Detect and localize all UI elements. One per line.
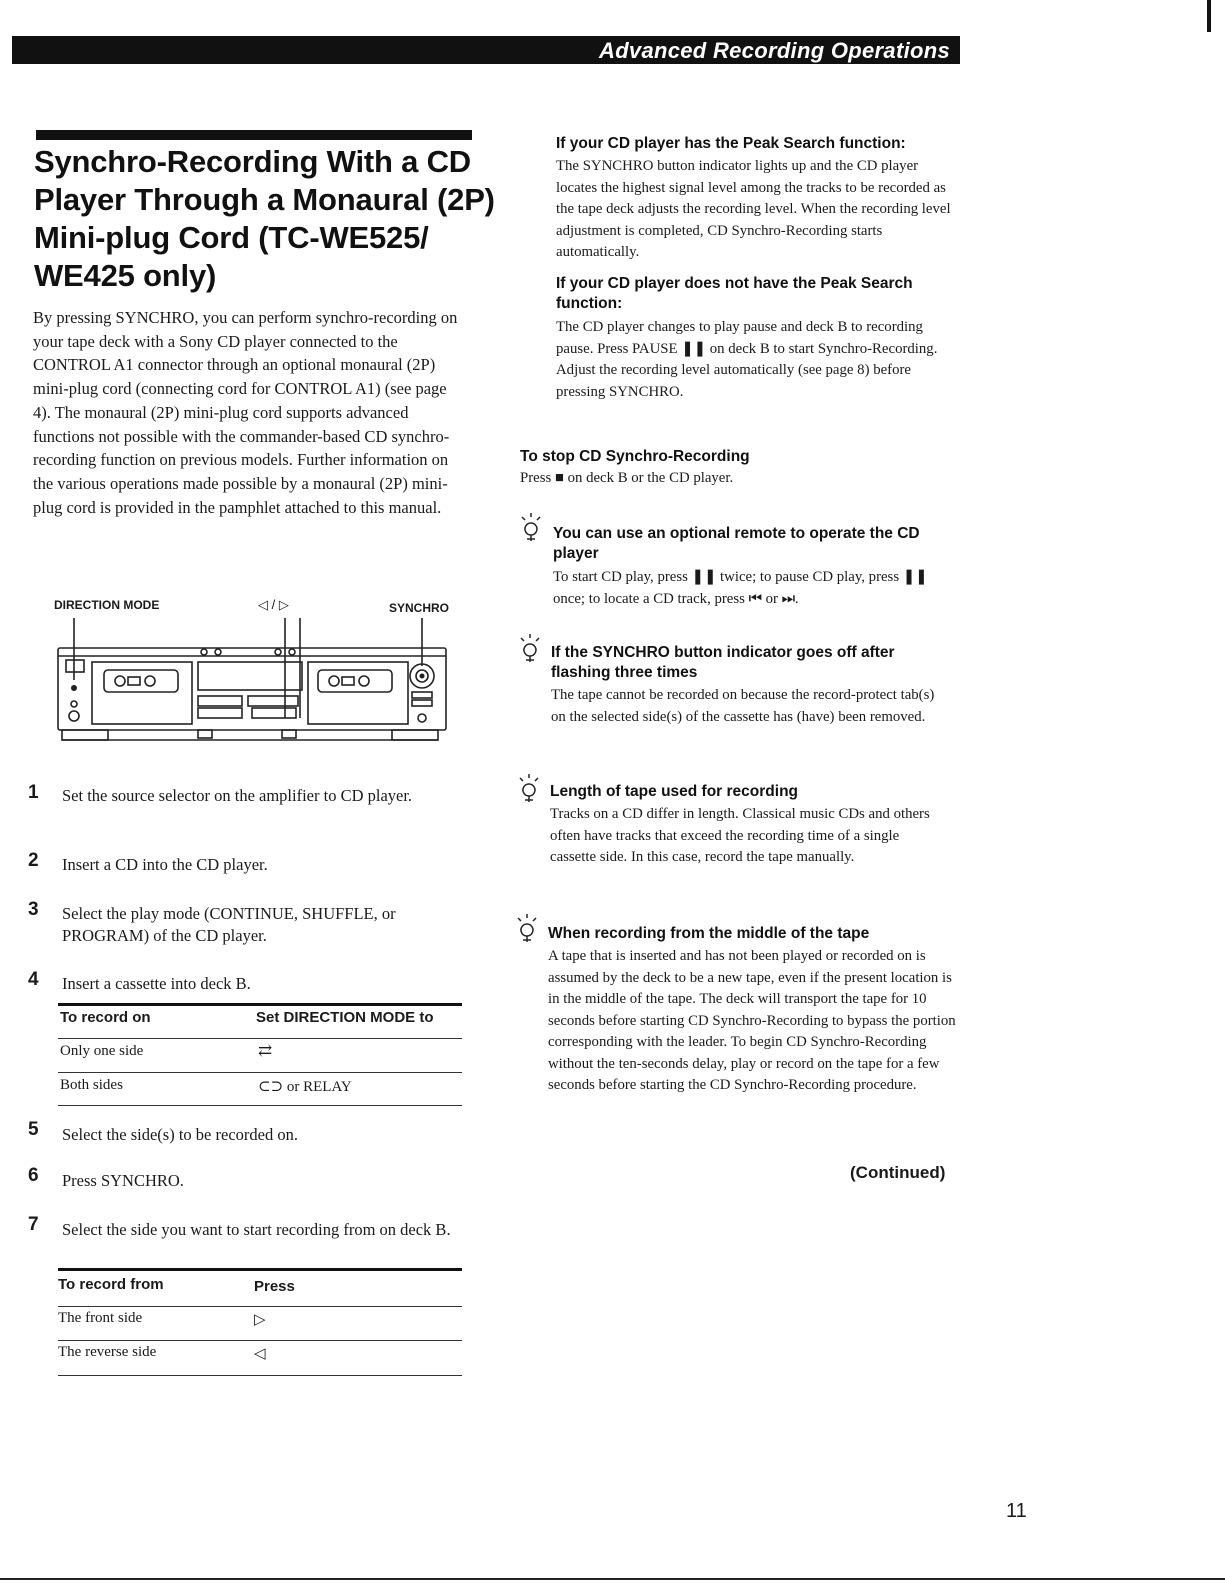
title-rule: [36, 130, 472, 140]
table-cell: ◁: [254, 1346, 266, 1362]
table-cell: The reverse side: [58, 1344, 157, 1360]
step-number: 3: [28, 899, 39, 920]
table-cell: Only one side: [60, 1043, 144, 1059]
tip-text: The tape cannot be recorded on because the record-protect tab(s) on the selected side(s) of the cassette has (have) been removed.: [551, 687, 935, 725]
table-header: To record on: [60, 1009, 151, 1026]
page-number: 11: [1006, 1500, 1027, 1522]
tip-text: A tape that is inserted and has not been played or recorded on is assumed by the deck to be a new tape, even if the present location is in the middle of the tape. The deck will transport the tape for 10 seconds before starting CD Synchro-Recording to bypass the portion corresponding with the leader. To begin CD Synchro-Recording without the ten-seconds delay, play or record on the tape for a few seconds before starting the CD Synchro-Recording procedure.: [548, 948, 956, 1093]
step-number: 5: [28, 1119, 39, 1140]
section-title: Advanced Recording Operations: [599, 38, 950, 63]
tip-heading: When recording from the middle of the tape: [548, 925, 870, 942]
label-direction-mode: DIRECTION MODE: [54, 598, 160, 612]
tip-heading: If the SYNCHRO button indicator goes off after flashing three times: [551, 644, 895, 681]
edge-mark: [1207, 0, 1211, 32]
tape-deck-illustration: [52, 618, 452, 754]
table-rule: [58, 1268, 462, 1271]
continued-note: (Continued): [850, 1163, 946, 1182]
stop-text: Press ■ on deck B or the CD player.: [520, 470, 734, 486]
step-number: 7: [28, 1214, 39, 1235]
table-cell: ⇄: [258, 1041, 273, 1060]
no-peak-search-text: The CD player changes to play pause and deck B to recording pause. Press PAUSE ❚❚ on deck B to start Synchro-Recording. Adjust the recording level automatically (see page 8) before pressing SYNCHRO.: [556, 319, 938, 400]
stop-heading: To stop CD Synchro-Recording: [520, 448, 750, 465]
label-synchro: SYNCHRO: [389, 601, 450, 615]
table-header: Set DIRECTION MODE to: [256, 1009, 434, 1026]
peak-search-text: The SYNCHRO button indicator lights up and the CD player locates the highest signal level among the tracks to be recorded as the tape deck adjusts the recording level. When the recording level adjustment is completed, CD Synchro-Recording starts automatically.: [556, 158, 951, 260]
bottom-rule: [0, 1578, 1225, 1580]
hint-icon: [516, 772, 542, 804]
table-header: Press: [254, 1278, 295, 1295]
table-rule: [58, 1375, 462, 1376]
section-header-band: [12, 36, 960, 64]
hint-icon: [518, 511, 544, 543]
table-rule: [58, 1038, 462, 1039]
table-cell: ▷: [254, 1312, 266, 1328]
press-table: [58, 1268, 462, 1378]
step-text: Select the side you want to start recording from on deck B.: [62, 1220, 451, 1239]
table-cell: The front side: [58, 1310, 143, 1326]
page-title: Synchro-Recording With a CD Player Through a Monaural (2P) Mini-plug Cord (TC-WE525/ WE425 only): [34, 144, 495, 293]
step-text: Select the play mode (CONTINUE, SHUFFLE, or PROGRAM) of the CD player.: [62, 904, 396, 945]
step-text: Press SYNCHRO.: [62, 1171, 184, 1190]
direction-mode-table: [58, 1003, 462, 1107]
step-text: Set the source selector on the amplifier to CD player.: [62, 786, 413, 805]
table-cell: ⊂⊃ or RELAY: [258, 1079, 352, 1095]
step-text: Insert a cassette into deck B.: [62, 974, 251, 993]
intro-paragraph: By pressing SYNCHRO, you can perform synchro-recording on your tape deck with a Sony CD player connected to the CONTROL A1 connector through an optional monaural (2P) mini-plug cord (connecting cord for CONTROL A1) (see page 4). The monaural (2P) mini-plug cord supports advanced functions not possible with the commander-based CD synchro-recording function on previous models. Further information on the various operations made possible by a monaural (2P) mini-plug cord is provided in the pamphlet attached to this manual.: [33, 308, 458, 517]
step-number: 1: [28, 782, 39, 803]
table-rule: [58, 1105, 462, 1106]
table-rule: [58, 1306, 462, 1307]
tip-heading: You can use an optional remote to operate the CD player: [553, 525, 920, 562]
tip-text: To start CD play, press ❚❚ twice; to pause CD play, press ❚❚ once; to locate a CD track, press ⏮ or ⏭.: [553, 569, 928, 607]
table-rule: [58, 1340, 462, 1341]
tip-text: Tracks on a CD differ in length. Classical music CDs and others often have tracks that exceed the recording time of a single cassette side. In this case, record the tape manually.: [550, 806, 930, 865]
step-number: 2: [28, 850, 39, 871]
table-rule: [58, 1003, 462, 1006]
table-rule: [58, 1072, 462, 1073]
hint-icon: [514, 912, 540, 944]
step-text: Insert a CD into the CD player.: [62, 855, 268, 874]
step-number: 6: [28, 1165, 39, 1186]
table-cell: Both sides: [60, 1077, 123, 1093]
peak-search-heading: If your CD player has the Peak Search function:: [556, 135, 906, 152]
table-header: To record from: [58, 1276, 164, 1293]
tip-heading: Length of tape used for recording: [550, 783, 799, 800]
label-reverse-forward: ◁ / ▷: [258, 597, 289, 612]
no-peak-search-heading: If your CD player does not have the Peak Search function:: [556, 275, 913, 312]
step-number: 4: [28, 969, 39, 990]
step-text: Select the side(s) to be recorded on.: [62, 1125, 298, 1144]
hint-icon: [517, 632, 543, 664]
